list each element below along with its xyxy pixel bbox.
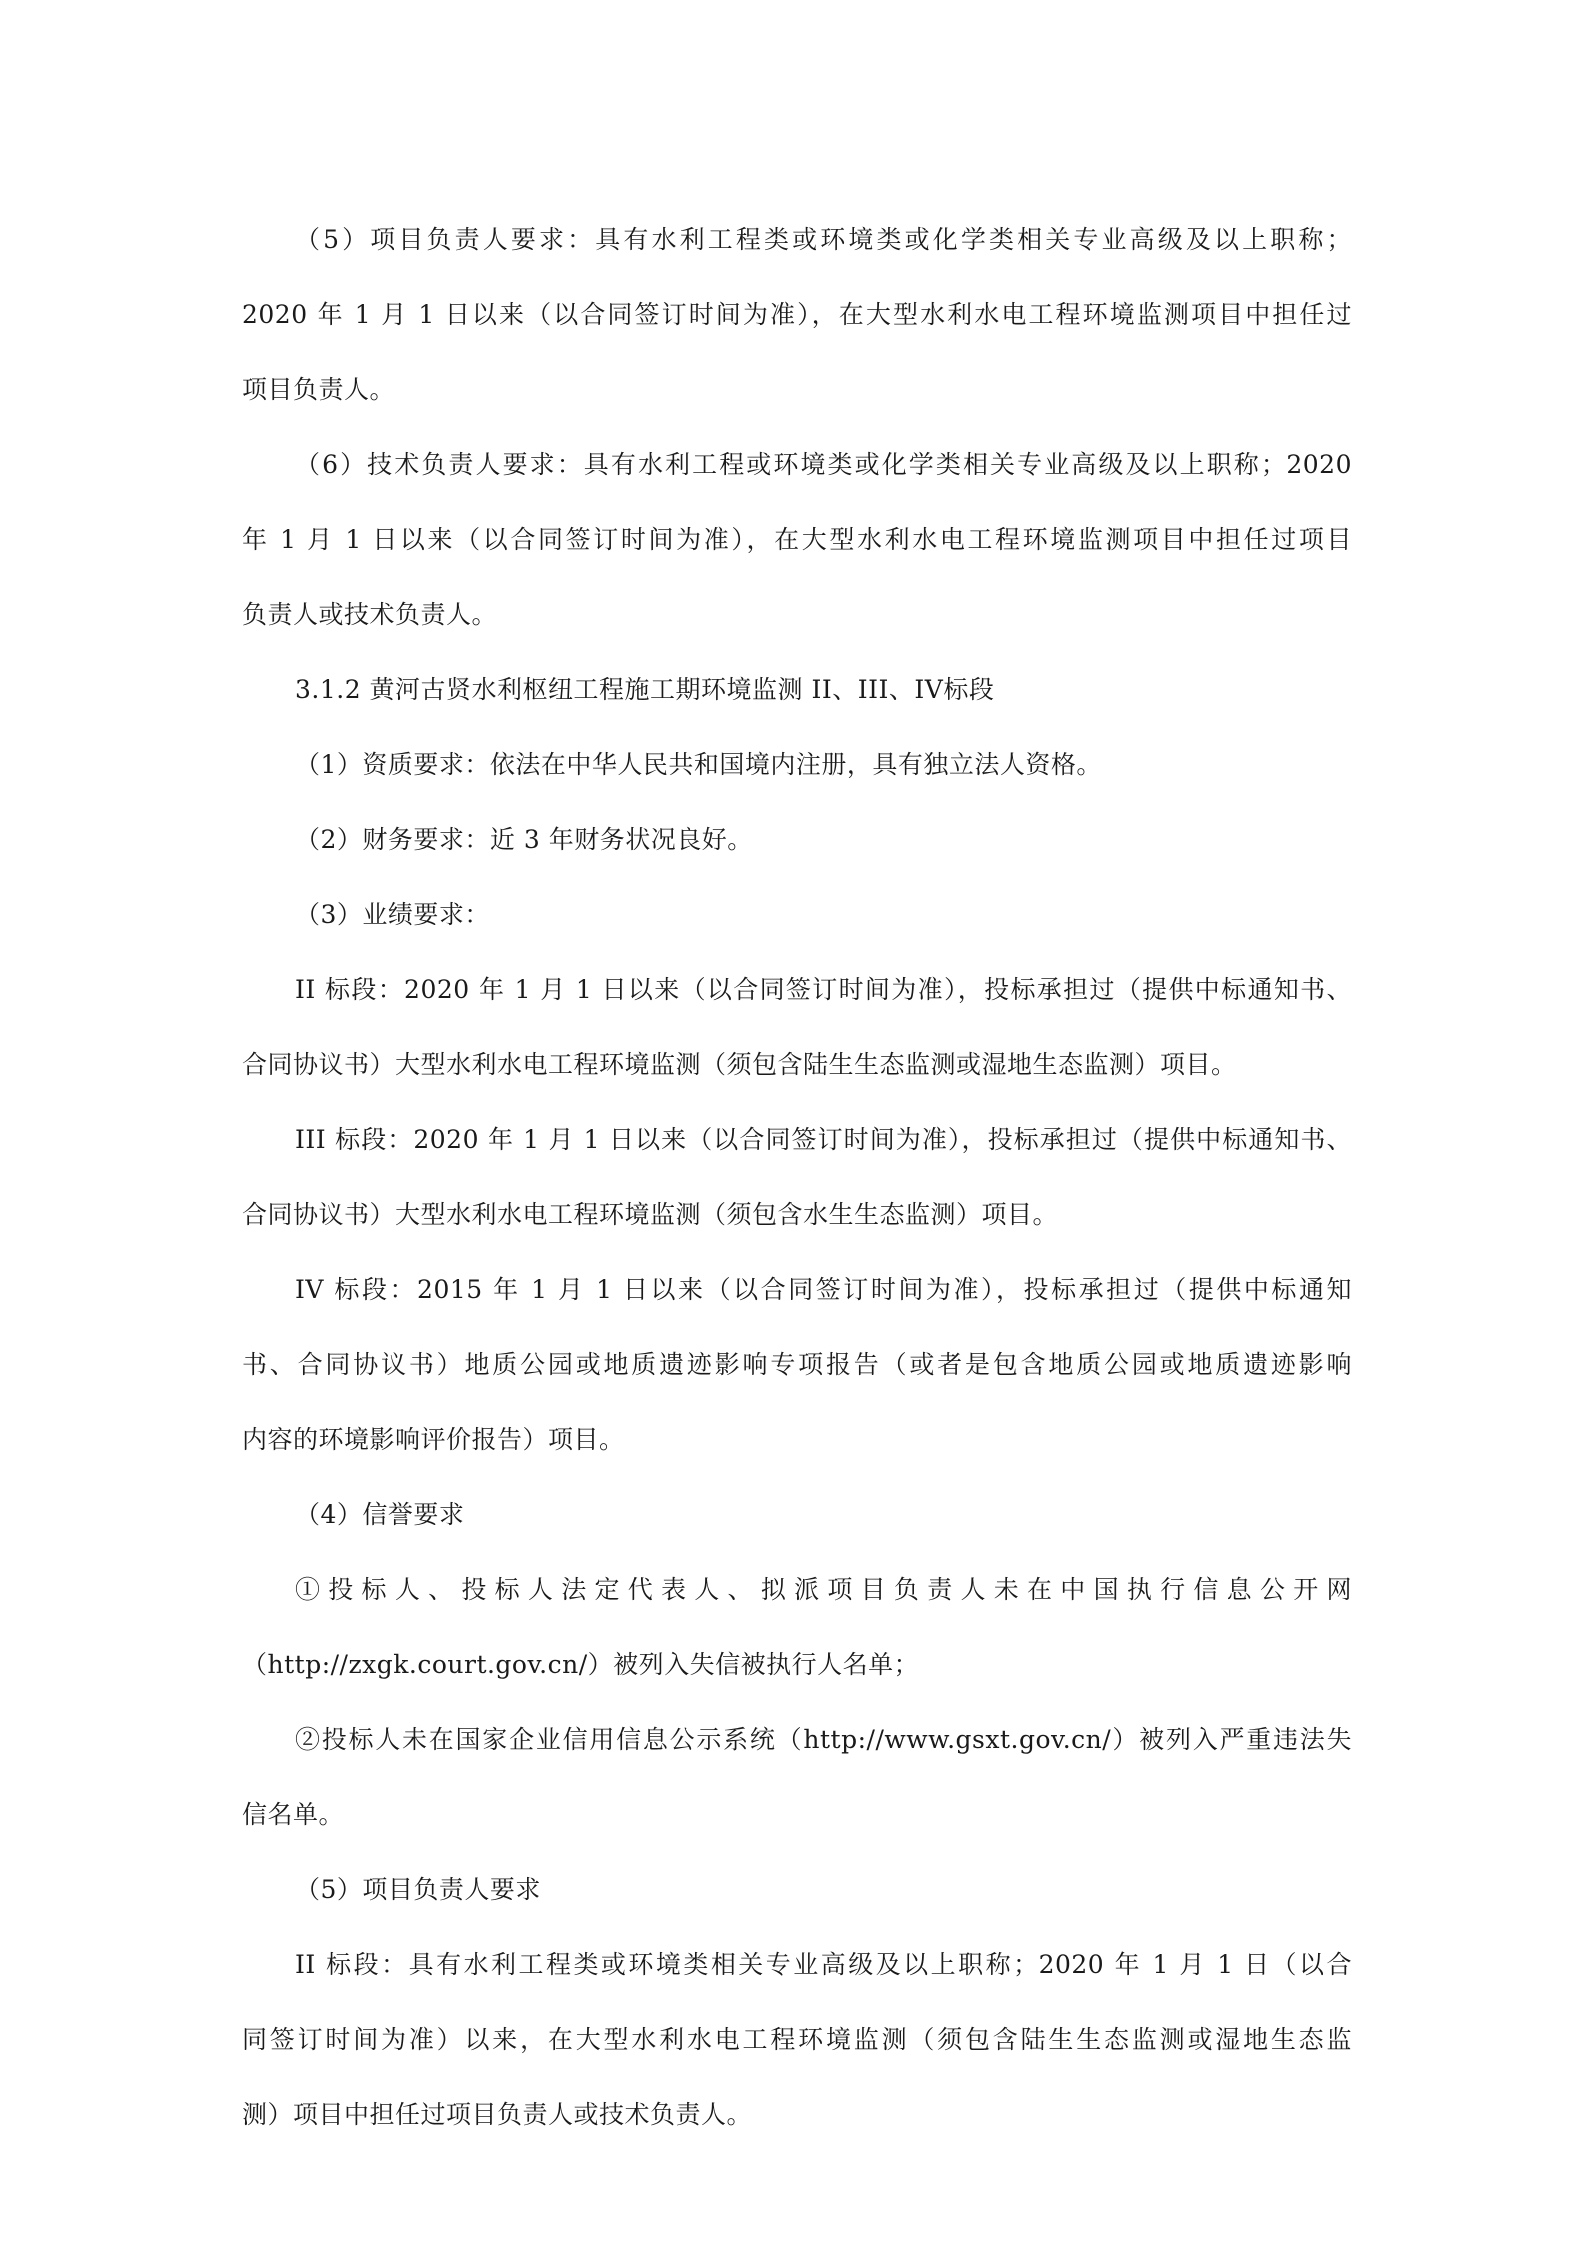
paragraph-line: 负责人或技术负责人。 xyxy=(242,600,498,629)
paragraph-line: （http://zxgk.court.gov.cn/）被列入失信被执行人名单； xyxy=(242,1650,920,1679)
paragraph-line: ②投标人未在国家企业信用信息公示系统（http://www.gsxt.gov.cn/）被列入严重违法失 xyxy=(295,1725,1352,1754)
paragraph-line: （3）业绩要求： xyxy=(295,900,490,929)
paragraph-line: II 标段：具有水利工程类或环境类相关专业高级及以上职称；2020 年 1 月 1 日（以合 xyxy=(295,1950,1352,1979)
paragraph-line: II 标段：2020 年 1 月 1 日以来（以合同签订时间为准），投标承担过（提供中标通知书、 xyxy=(295,975,1352,1004)
paragraph-line: 信名单。 xyxy=(242,1800,345,1829)
paragraph-line: （1）资质要求：依法在中华人民共和国境内注册，具有独立法人资格。 xyxy=(295,750,1102,779)
paragraph-line: IV 标段：2015 年 1 月 1 日以来（以合同签订时间为准），投标承担过（提供中标通知 xyxy=(295,1275,1352,1304)
paragraph-line: （5）项目负责人要求 xyxy=(295,1875,541,1904)
paragraph-line: （4）信誉要求 xyxy=(295,1500,465,1529)
paragraph-line: 内容的环境影响评价报告）项目。 xyxy=(242,1425,625,1454)
paragraph-line: 书、合同协议书）地质公园或地质遗迹影响专项报告（或者是包含地质公园或地质遗迹影响 xyxy=(242,1350,1352,1379)
paragraph-line: 项目负责人。 xyxy=(242,375,396,404)
section-heading: 3.1.2 黄河古贤水利枢纽工程施工期环境监测 II、III、IV标段 xyxy=(295,675,995,704)
paragraph-line: 合同协议书）大型水利水电工程环境监测（须包含陆生生态监测或湿地生态监测）项目。 xyxy=(242,1050,1237,1079)
paragraph-line: III 标段：2020 年 1 月 1 日以来（以合同签订时间为准），投标承担过（提供中标通知书、 xyxy=(295,1125,1352,1154)
paragraph-line: 合同协议书）大型水利水电工程环境监测（须包含水生生态监测）项目。 xyxy=(242,1200,1059,1229)
paragraph-line: （2）财务要求：近 3 年财务状况良好。 xyxy=(295,825,753,854)
paragraph-line: 测）项目中担任过项目负责人或技术负责人。 xyxy=(242,2100,753,2129)
paragraph-line: （6）技术负责人要求：具有水利工程或环境类或化学类相关专业高级及以上职称；2020 xyxy=(295,450,1352,479)
paragraph-line: 2020 年 1 月 1 日以来（以合同签订时间为准），在大型水利水电工程环境监测项目中担任过 xyxy=(242,300,1352,329)
paragraph-line: 同签订时间为准）以来，在大型水利水电工程环境监测（须包含陆生生态监测或湿地生态监 xyxy=(242,2025,1352,2054)
paragraph-line: （5）项目负责人要求：具有水利工程类或环境类或化学类相关专业高级及以上职称； xyxy=(295,225,1352,254)
paragraph-line: ①投标人、投标人法定代表人、拟派项目负责人未在中国执行信息公开网 xyxy=(295,1575,1352,1604)
paragraph-line: 年 1 月 1 日以来（以合同签订时间为准），在大型水利水电工程环境监测项目中担任过项目 xyxy=(242,525,1352,554)
